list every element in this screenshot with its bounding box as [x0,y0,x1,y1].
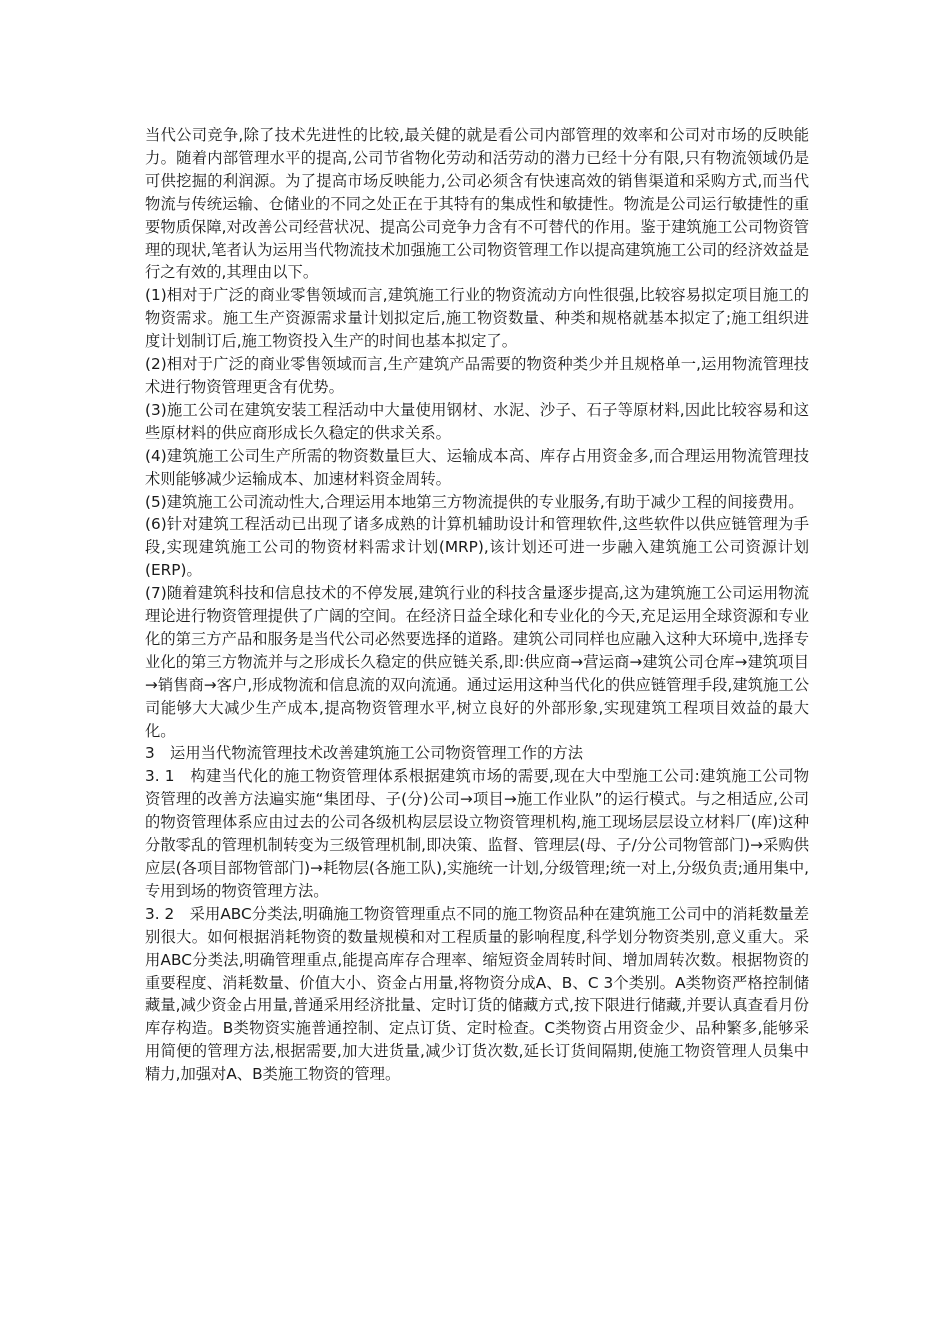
reason-1-paragraph: (1)相对于广泛的商业零售领域而言,建筑施工行业的物资流动方向性很强,比较容易拟定项目施工的物资需求。施工生产资源需求量计划拟定后,施工物资数量、种类和规格就基本拟定了;施工组织进度计划制订后,施工物资投入生产的时间也基本拟定了。 [145,286,809,351]
reason-6-paragraph: (6)针对建筑工程活动已出现了诸多成熟的计算机辅助设计和管理软件,这些软件以供应链管理为手段,实现建筑施工公司的物资材料需求计划(MRP),该计划还可进一步融入建筑施工公司资源计划(ERP)。 [145,515,809,580]
reason-7-paragraph: (7)随着建筑科技和信息技术的不停发展,建筑行业的科技含量逐步提高,这为建筑施工公司运用物流理论进行物资管理提供了广阔的空间。在经济日益全球化和专业化的今天,充足运用全球资源和专业化的第三方产品和服务是当代公司必然要选择的道路。建筑公司同样也应融入这种大环境中,选择专业化的第三方物流并与之形成长久稳定的供应链关系,即:供应商→营运商→建筑公司仓库→建筑项目→销售商→客户,形成物流和信息流的双向流通。通过运用这种当代化的供应链管理手段,建筑施工公司能够大大减少生产成本,提高物资管理水平,树立良好的外部形象,实现建筑工程项目效益的最大化。 [145,584,809,740]
reason-4-paragraph: (4)建筑施工公司生产所需的物资数量巨大、运输成本高、库存占用资金多,而合理运用物流管理技术则能够减少运输成本、加速材料资金周转。 [145,446,809,488]
reason-5-paragraph: (5)建筑施工公司流动性大,合理运用本地第三方物流提供的专业服务,有助于减少工程的间接费用。 [145,492,804,511]
section-3-heading: 3 运用当代物流管理技术改善建筑施工公司物资管理工作的方法 [145,744,584,763]
section-3-1-paragraph: 3. 1 构建当代化的施工物资管理体系根据建筑市场的需要,现在大中型施工公司:建筑施工公司物资管理的改善方法遍实施“集团母、子(分)公司→项目→施工作业队”的运行模式。与之相适应,公司的物资管理体系应由过去的公司各级机构层层设立物资管理机构,施工现场层层设立材料厂(库)这种分散零乱的管理机制转变为三级管理机制,即决策、监督、管理层(母、子/分公司物管部门)→采购供应层(各项目部物管部门)→耗物层(各施工队),实施统一计划,分级管理;统一对上,分级负责;通用集中,专用到场的物资管理方法。 [145,767,809,900]
intro-paragraph: 当代公司竞争,除了技术先进性的比较,最关健的就是看公司内部管理的效率和公司对市场的反映能力。随着内部管理水平的提高,公司节省物化劳动和活劳动的潜力已经十分有限,只有物流领域仍是可供挖掘的利润源。为了提高市场反映能力,公司必须含有快速高效的销售渠道和采购方式,而当代物流与传统运输、仓储业的不同之处正在于其特有的集成性和敏捷性。物流是公司运行敏捷性的重要物质保障,对改善公司经营状况、提高公司竞争力含有不可替代的作用。鉴于建筑施工公司物资管理的现状,笔者认为运用当代物流技术加强施工公司物资管理工作以提高建筑施工公司的经济效益是行之有效的,其理由以下。 [145,126,809,282]
reason-3-paragraph: (3)施工公司在建筑安装工程活动中大量使用钢材、水泥、沙子、石子等原材料,因此比较容易和这些原材料的供应商形成长久稳定的供求关系。 [145,400,809,442]
document-body [145,124,809,1086]
reason-2-paragraph: (2)相对于广泛的商业零售领域而言,生产建筑产品需要的物资种类少并且规格单一,运用物流管理技术进行物资管理更含有优势。 [145,355,809,396]
section-3-2-paragraph: 3. 2 采用ABC分类法,明确施工物资管理重点不同的施工物资品种在建筑施工公司中的消耗数量差别很大。如何根据消耗物资的数量规模和对工程质量的影响程度,科学划分物资类别,意义重大。采用ABC分类法,明确管理重点,能提高库存合理率、缩短资金周转时间、增加周转次数。根据物资的重要程度、消耗数量、价值大小、资金占用量,将物资分成A、B、C 3个类别。A类物资严格控制储藏量,减少资金占用量,普通采用经济批量、定时订货的储藏方式,按下限进行储藏,并要认真查看月份库存构造。B类物资实施普通控制、定点订货、定时检查。C类物资占用资金少、品种繁多,能够采用简便的管理方法,根据需要,加大进货量,减少订货次数,延长订货间隔期,使施工物资管理人员集中精力,加强对A、B类施工物资的管理。 [145,904,809,1084]
